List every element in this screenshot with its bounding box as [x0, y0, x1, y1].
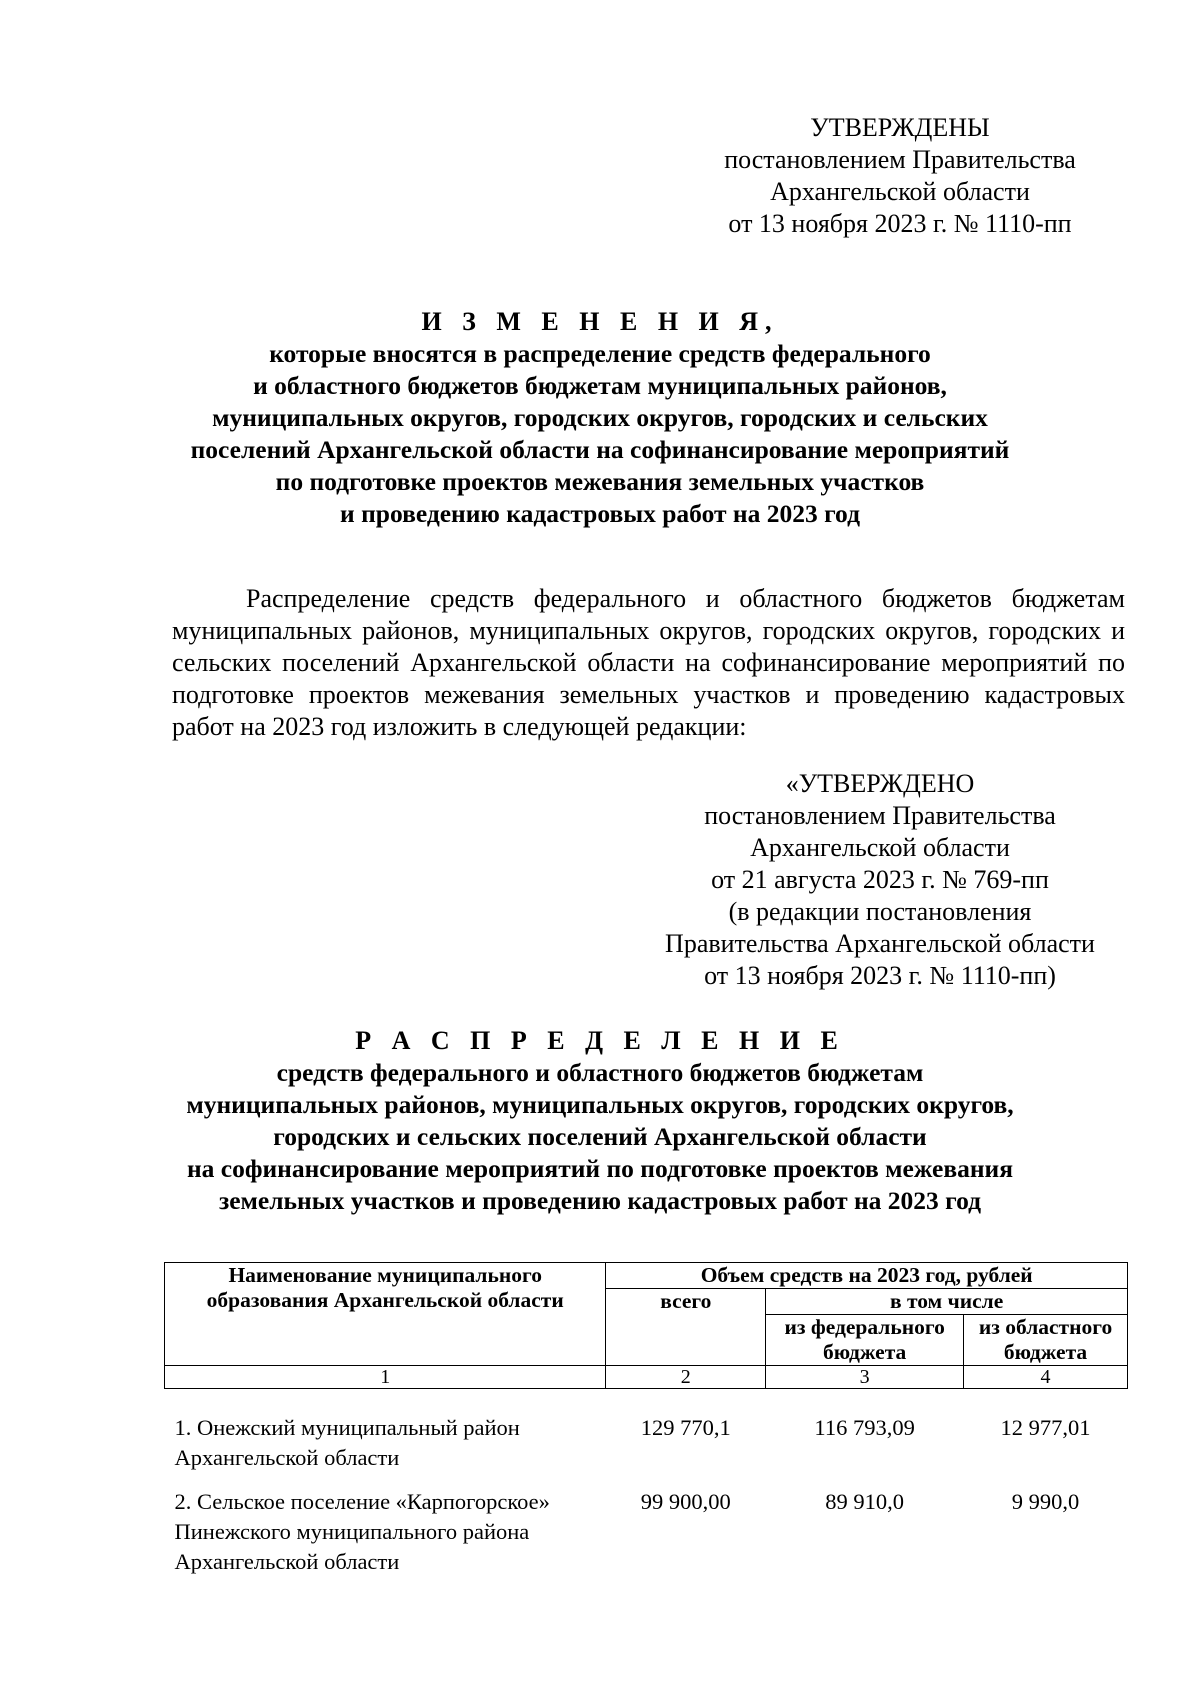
- header-federal: из федерального бюджета: [766, 1315, 964, 1366]
- changes-title-line: которые вносятся в распределение средств федерального: [269, 339, 931, 368]
- approval-top-line1: УТВЕРЖДЕНЫ: [810, 113, 990, 142]
- header-regional: из областного бюджета: [964, 1315, 1128, 1366]
- column-number: 4: [964, 1366, 1128, 1389]
- federal-value: 116 793,09: [814, 1415, 915, 1440]
- approval-top-line4: от 13 ноября 2023 г. № 1110-пп: [728, 209, 1072, 238]
- federal-value: 89 910,0: [825, 1489, 905, 1514]
- regional-value: 9 990,0: [1011, 1489, 1080, 1514]
- changes-title-line: и проведению кадастровых работ на 2023 год: [340, 499, 860, 528]
- changes-heading: И З М Е Н Е Н И Я,: [421, 307, 779, 336]
- header-total: всего: [606, 1289, 766, 1366]
- changes-title-line: и областного бюджетов бюджетам муниципальных районов,: [253, 371, 947, 400]
- regional-value: 12 977,01: [1000, 1415, 1091, 1440]
- municipality-name: 2. Сельское поселение «Карпогорское» Пинежского муниципального района Архангельской области: [174, 1489, 550, 1574]
- approval-quote-line6: Правительства Архангельской области: [665, 929, 1095, 958]
- approval-top-line2: постановлением Правительства: [724, 145, 1076, 174]
- column-number: 2: [606, 1366, 766, 1389]
- approval-quote-line3: Архангельской области: [750, 833, 1010, 862]
- distribution-title-line: на софинансирование мероприятий по подготовке проектов межевания: [186, 1154, 1014, 1183]
- changes-title-line: по подготовке проектов межевания земельных участков: [275, 467, 925, 496]
- distribution-title-line: муниципальных районов, муниципальных округов, городских округов,: [186, 1090, 1014, 1119]
- total-value: 129 770,1: [640, 1415, 731, 1440]
- column-number: 1: [165, 1366, 606, 1389]
- allocation-table: [164, 1262, 1128, 1577]
- distribution-heading: Р А С П Р Е Д Е Л Е Н И Е: [355, 1026, 845, 1055]
- approval-quote-line4: от 21 августа 2023 г. № 769-пп: [711, 865, 1049, 894]
- distribution-title: [60, 1025, 1140, 1217]
- header-municipality: Наименование муниципального образования Архангельской области: [165, 1263, 606, 1366]
- changes-title-line: поселений Архангельской области на софинансирование мероприятий: [190, 435, 1010, 464]
- distribution-title-line: городских и сельских поселений Архангельской области: [273, 1122, 927, 1151]
- changes-title: [60, 306, 1140, 530]
- approval-quote-line2: постановлением Правительства: [704, 801, 1056, 830]
- column-number: 3: [766, 1366, 964, 1389]
- approval-top-line3: Архангельской области: [770, 177, 1030, 206]
- body-paragraph: [172, 583, 1125, 743]
- approval-quote-line5: (в редакции постановления: [728, 897, 1032, 926]
- body-text: Распределение средств федерального и областного бюджетов бюджетам муниципальных районов, муниципальных округов, городских округов, городских и сельских поселений Архангельской области на софинансирование мероприятий по подготовке проектов межевания земельных участков и проведению кадастровых работ на 2023 год изложить в следующей редакции:: [172, 584, 1125, 741]
- approval-quote-line7: от 13 ноября 2023 г. № 1110-пп): [704, 961, 1056, 990]
- distribution-title-line: земельных участков и проведению кадастровых работ на 2023 год: [218, 1186, 982, 1215]
- approval-stamp-quoted: [630, 768, 1130, 992]
- header-including: в том числе: [766, 1289, 1128, 1315]
- approval-quote-line1: «УТВЕРЖДЕНО: [785, 769, 975, 798]
- changes-title-line: муниципальных округов, городских округов, городских и сельских: [212, 403, 988, 432]
- approval-stamp-top: [690, 112, 1110, 240]
- header-volume: Объем средств на 2023 год, рублей: [606, 1263, 1128, 1289]
- table-row: [165, 1413, 1128, 1473]
- municipality-name: 1. Онежский муниципальный район Архангельской области: [174, 1415, 520, 1470]
- total-value: 99 900,00: [640, 1489, 731, 1514]
- distribution-title-line: средств федерального и областного бюджетов бюджетам: [276, 1058, 924, 1087]
- table-row: [165, 1487, 1128, 1577]
